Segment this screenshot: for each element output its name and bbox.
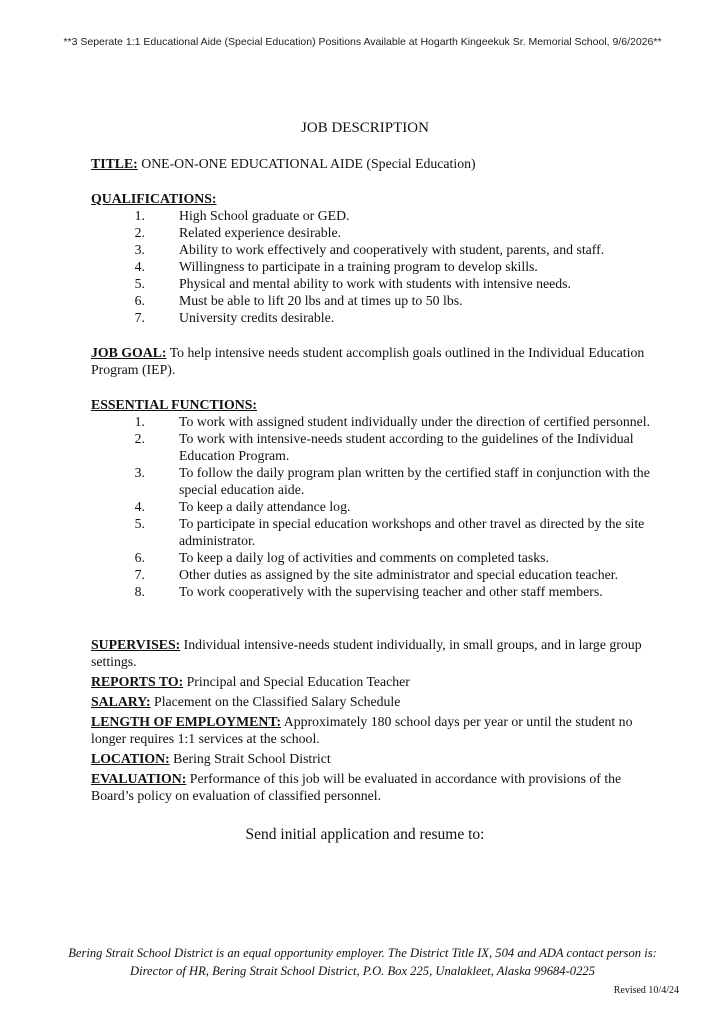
item-number: 5. xyxy=(134,276,145,291)
item-number: 6. xyxy=(134,293,145,308)
list-item xyxy=(91,583,651,600)
supervises-label: SUPERVISES: xyxy=(91,637,181,652)
item-number: 2. xyxy=(134,431,145,446)
item-text: Must be able to lift 20 lbs and at times up to 50 lbs. xyxy=(179,293,463,308)
evaluation-value: Performance of this job will be evaluated in accordance with provisions of the Board’s policy on evaluation of classified personnel. xyxy=(91,771,622,803)
length-label: LENGTH OF EMPLOYMENT: xyxy=(91,714,282,729)
item-text: Other duties as assigned by the site administrator and special education teacher. xyxy=(179,567,619,582)
list-item xyxy=(91,498,651,515)
length-paragraph xyxy=(91,713,651,747)
list-item xyxy=(91,241,651,258)
job-goal-section xyxy=(91,344,651,378)
item-number: 1. xyxy=(134,208,145,223)
salary-label: SALARY: xyxy=(91,694,151,709)
location-label: LOCATION: xyxy=(91,751,170,766)
item-text: Willingness to participate in a training program to develop skills. xyxy=(179,259,538,274)
essential-functions-label: ESSENTIAL FUNCTIONS: xyxy=(91,397,257,412)
item-text: To follow the daily program plan written by the certified staff in conjunction with the special education aide. xyxy=(179,465,650,497)
item-number: 6. xyxy=(134,550,145,565)
list-item xyxy=(91,224,651,241)
list-item xyxy=(91,292,651,309)
item-text: To work with intensive-needs student according to the guidelines of the Individual Education Program. xyxy=(179,431,634,463)
item-number: 8. xyxy=(134,584,145,599)
document-heading: JOB DESCRIPTION xyxy=(301,120,429,136)
item-number: 3. xyxy=(134,465,145,480)
list-item xyxy=(91,309,651,326)
salary-value: Placement on the Classified Salary Schedule xyxy=(150,694,401,709)
item-number: 2. xyxy=(134,225,145,240)
list-item xyxy=(91,515,651,549)
document-body xyxy=(91,120,651,843)
item-text: Physical and mental ability to work with students with intensive needs. xyxy=(179,276,572,291)
item-text: To keep a daily attendance log. xyxy=(179,499,351,514)
list-item xyxy=(91,549,651,566)
send-application-note: Send initial application and resume to: xyxy=(245,826,485,843)
list-item xyxy=(91,275,651,292)
reports-to-paragraph xyxy=(91,673,651,690)
salary-paragraph xyxy=(91,693,651,710)
qualifications-section xyxy=(91,190,651,326)
item-number: 5. xyxy=(134,516,145,531)
item-text: To participate in special education workshops and other travel as directed by the site administrator. xyxy=(179,516,645,548)
item-text: Related experience desirable. xyxy=(179,225,342,240)
footer-line-1: Bering Strait School District is an equal opportunity employer. The District Title IX, 504 and ADA contact person is: xyxy=(68,946,657,960)
evaluation-paragraph xyxy=(91,770,651,804)
location-paragraph xyxy=(91,750,651,767)
location-value: Bering Strait School District xyxy=(169,751,331,766)
item-number: 7. xyxy=(134,567,145,582)
list-item xyxy=(91,207,651,224)
title-section xyxy=(91,155,651,172)
revised-date: Revised 10/4/24 xyxy=(613,985,679,996)
item-number: 1. xyxy=(134,414,145,429)
job-goal-value: To help intensive needs student accomplish goals outlined in the Individual Education Program (IEP). xyxy=(91,345,645,377)
supervises-paragraph xyxy=(91,636,651,670)
reports-to-label: REPORTS TO: xyxy=(91,674,184,689)
list-item xyxy=(91,464,651,498)
item-number: 4. xyxy=(134,499,145,514)
item-text: To work with assigned student individually under the direction of certified personnel. xyxy=(179,414,651,429)
item-text: To work cooperatively with the supervising teacher and other staff members. xyxy=(179,584,603,599)
list-item xyxy=(91,413,651,430)
item-text: High School graduate or GED. xyxy=(179,208,350,223)
length-value: Approximately 180 school days per year or until the student no longer requires 1:1 services at the school. xyxy=(91,714,633,746)
job-goal-label: JOB GOAL: xyxy=(91,345,167,360)
item-number: 4. xyxy=(134,259,145,274)
item-text: To keep a daily log of activities and comments on completed tasks. xyxy=(179,550,549,565)
equal-opportunity-footer xyxy=(0,944,725,980)
item-text: University credits desirable. xyxy=(179,310,335,325)
essential-functions-section xyxy=(91,396,651,600)
title-label: TITLE: xyxy=(91,156,138,171)
list-item xyxy=(91,566,651,583)
evaluation-label: EVALUATION: xyxy=(91,771,187,786)
qualifications-list xyxy=(91,207,651,326)
essential-functions-list xyxy=(91,413,651,600)
list-item xyxy=(91,258,651,275)
item-number: 7. xyxy=(134,310,145,325)
item-text: Ability to work effectively and cooperatively with student, parents, and staff. xyxy=(179,242,605,257)
supervises-value: Individual intensive-needs student individually, in small groups, and in large group settings. xyxy=(91,637,642,669)
list-item xyxy=(91,430,651,464)
qualifications-label: QUALIFICATIONS: xyxy=(91,191,217,206)
item-number: 3. xyxy=(134,242,145,257)
title-value: ONE-ON-ONE EDUCATIONAL AIDE (Special Education) xyxy=(137,156,476,171)
footer-line-2: Director of HR, Bering Strait School District, P.O. Box 225, Unalakleet, Alaska 99684-0225 xyxy=(130,964,595,978)
reports-to-value: Principal and Special Education Teacher xyxy=(183,674,410,689)
positions-note: **3 Seperate 1:1 Educational Aide (Special Education) Positions Available at Hogarth Kingeekuk Sr. Memorial School, 9/6/2026** xyxy=(63,36,662,48)
